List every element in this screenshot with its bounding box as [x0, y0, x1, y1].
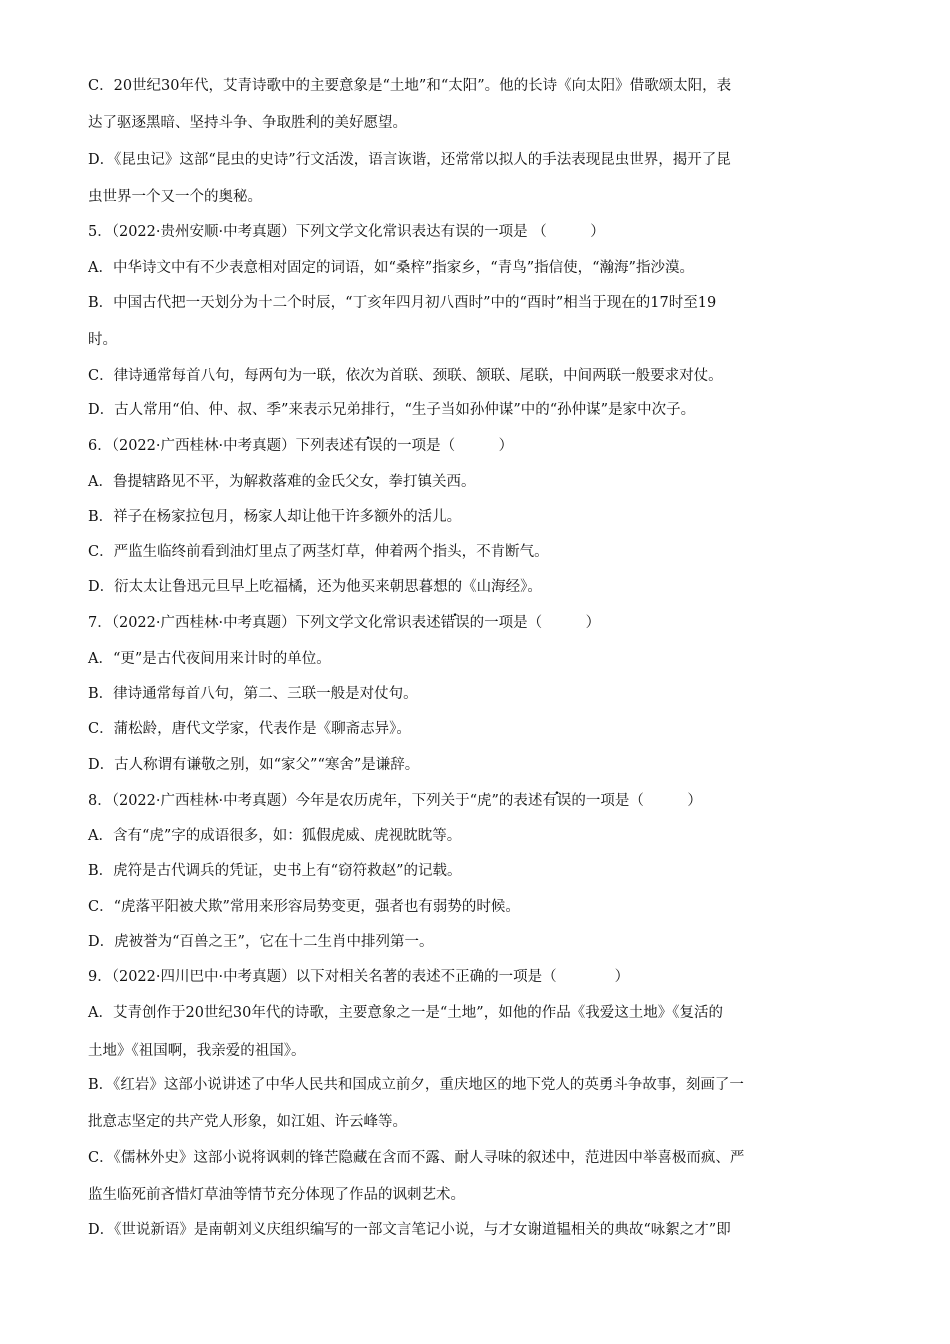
question-7-stem-end: 的一项是（ ） — [469, 615, 601, 631]
option-5c: C．律诗通常每首八句，每两句为一联，依次为首联、颈联、颔联、尾联，中间两联一般要求对仗。 — [88, 368, 723, 384]
option-9b-line-1: B．《红岩》这部小说讲述了中华人民共和国成立前夕，重庆地区的地下党人的英勇斗争故事，刻画了一 — [88, 1077, 744, 1093]
question-7-stem-start: 7．（2022·广西桂林·中考真题）下列文学文化常识表述 — [88, 615, 441, 631]
question-6-stem — [88, 436, 878, 456]
option-5b-line-1: B．中国古代把一天划分为十二个时辰，“丁亥年四月初八酉时”中的“酉时”相当于现在的17时至19 — [88, 295, 717, 311]
option-9c-line-2: 监生临死前吝惜灯草油等情节充分体现了作品的讽刺艺术。 — [88, 1187, 465, 1203]
option-7d: D．古人称谓有谦敬之别，如“家父”“寒舍”是谦辞。 — [88, 757, 420, 773]
question-6-stem-start: 6．（2022·广西桂林·中考真题）下列表述 — [88, 438, 354, 454]
option-6c: C．严监生临终前看到油灯里点了两茎灯草，伸着两个指头，不肯断气。 — [88, 544, 549, 560]
question-8-emphasis: 有误 — [542, 793, 572, 809]
option-7b: B．律诗通常每首八句，第二、三联一般是对仗句。 — [88, 686, 418, 702]
question-6-stem-end: 的一项是（ ） — [382, 438, 514, 454]
option-5a: A．中华诗文中有不少表意相对固定的词语，如“桑梓”指家乡，“青鸟”指信使，“瀚海”指沙漠。 — [88, 260, 694, 276]
option-8a: A．含有“虎”字的成语很多，如：狐假虎威、虎视眈眈等。 — [88, 828, 462, 844]
question-9-stem: 9．（2022·四川巴中·中考真题）以下对相关名著的表述不正确的一项是（ ） — [88, 969, 630, 985]
option-7a: A．“更”是古代夜间用来计时的单位。 — [88, 651, 331, 667]
option-4d-line-1: D．《昆虫记》这部“昆虫的史诗”行文活泼，语言诙谐，还常常以拟人的手法表现昆虫世界，揭开了昆 — [88, 152, 731, 168]
option-6b: B．祥子在杨家拉包月，杨家人却让他干许多额外的活儿。 — [88, 509, 462, 525]
question-7-stem — [88, 613, 878, 633]
option-5d: D．古人常用“伯、仲、叔、季”来表示兄弟排行，“生子当如孙仲谋”中的“孙仲谋”是家中次子。 — [88, 402, 696, 418]
question-8-stem — [88, 791, 878, 811]
option-9a-line-1: A．艾青创作于20世纪30年代的诗歌，主要意象之一是“土地”，如他的作品《我爱这土地》《复活的 — [88, 1005, 723, 1021]
question-5-stem: 5．（2022·贵州安顺·中考真题）下列文学文化常识表达有误的一项是 （ ） — [88, 224, 605, 240]
option-4d-line-2: 虫世界一个又一个的奥秘。 — [88, 189, 262, 205]
option-9a-line-2: 土地》《祖国啊，我亲爱的祖国》。 — [88, 1043, 306, 1059]
question-8-stem-start: 8．（2022·广西桂林·中考真题）今年是农历虎年，下列关于“虎”的表述 — [88, 793, 543, 809]
option-4c-line-2: 达了驱逐黑暗、坚持斗争、争取胜利的美好愿望。 — [88, 115, 407, 131]
option-9d-line-1: D．《世说新语》是南朝刘义庆组织编写的一部文言笔记小说，与才女谢道韫相关的典故“咏絮之才”即 — [88, 1222, 731, 1238]
option-6a: A．鲁提辖路见不平，为解救落难的金氏父女，拳打镇关西。 — [88, 474, 476, 490]
option-4c-line-1: C．20世纪30年代，艾青诗歌中的主要意象是“土地”和“太阳”。他的长诗《向太阳》借歌颂太阳，表 — [88, 78, 732, 94]
question-6-emphasis: 有误 — [353, 438, 383, 454]
option-9b-line-2: 批意志坚定的共产党人形象，如江姐、许云峰等。 — [88, 1114, 407, 1130]
option-7c: C．蒲松龄，唐代文学家，代表作是《聊斋志异》。 — [88, 721, 411, 737]
option-8b: B．虎符是古代调兵的凭证，史书上有“窃符救赵”的记载。 — [88, 863, 462, 879]
option-6d: D．衍太太让鲁迅元旦早上吃福橘，还为他买来朝思暮想的《山海经》。 — [88, 579, 542, 595]
option-5b-line-2: 时。 — [88, 332, 117, 348]
question-7-emphasis: 错误 — [440, 615, 470, 631]
option-8c: C．“虎落平阳被犬欺”常用来形容局势变更，强者也有弱势的时候。 — [88, 899, 520, 915]
option-8d: D．虎被誉为“百兽之王”，它在十二生肖中排列第一。 — [88, 934, 434, 950]
question-8-stem-end: 的一项是（ ） — [571, 793, 702, 809]
option-9c-line-1: C．《儒林外史》这部小说将讽刺的锋芒隐藏在含而不露、耐人寻味的叙述中，范进因中举喜极而疯、严 — [88, 1150, 745, 1166]
